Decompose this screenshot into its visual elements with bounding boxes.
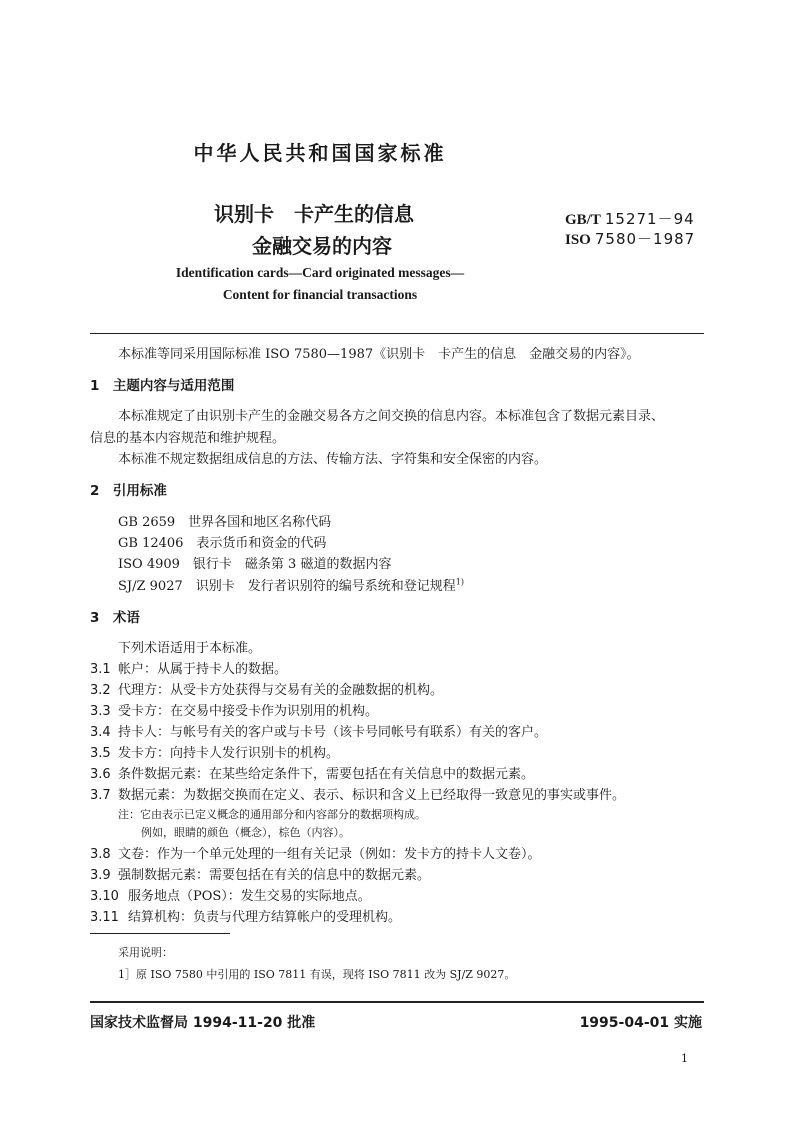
- term-text: 条件数据元素：在某些给定条件下，需要包括在有关信息中的数据元素。: [118, 767, 535, 782]
- term-text: 持卡人：与帐号有关的客户或与卡号（该卡号同帐号有联系）有关的客户。: [118, 725, 548, 740]
- term-number: 3.7: [90, 788, 111, 803]
- title-cn-line1: 识别卡 卡产生的信息: [214, 202, 414, 226]
- footnote-title: 采用说明：: [118, 946, 173, 959]
- intro-text: 本标准等同采用国际标准 ISO 7580—1987《识别卡 卡产生的信息 金融交易的内容》。: [118, 347, 640, 362]
- national-standard-title: 中华人民共和国国家标准: [193, 141, 447, 165]
- term-text: 结算机构：负责与代理方结算帐户的受理机构。: [128, 910, 402, 925]
- std-code-gb: GB/T 15271－94: [565, 210, 695, 228]
- approval-date: 国家技术监督局 1994-11-20 批准: [90, 1015, 316, 1031]
- term-number: 3.6: [90, 767, 111, 782]
- footer-rule: [90, 1001, 704, 1003]
- term-number: 3.4: [90, 725, 111, 740]
- term-note-line1: 注：它由表示已定义概念的通用部分和内容部分的数据项构成。: [118, 808, 426, 821]
- std-code-iso: ISO 7580－1987: [565, 230, 696, 248]
- ref-item-text: SJ/Z 9027 识别卡 发行者识别符的编号系统和登记规程: [118, 579, 456, 594]
- term-number: 3.9: [90, 868, 111, 883]
- effective-date: 1995-04-01 实施: [579, 1015, 702, 1031]
- footnote-1: 1］原 ISO 7580 中引用的 ISO 7811 有误，现将 ISO 7811 改为 SJ/Z 9027。: [118, 968, 516, 981]
- term-item: [90, 885, 371, 904]
- ref-item: ISO 4909 银行卡 磁条第 3 磁道的数据内容: [118, 557, 392, 572]
- footnote-rule: [90, 933, 230, 934]
- title-cn-line2: 金融交易的内容: [252, 234, 392, 258]
- term-number: 3.1: [90, 662, 111, 677]
- term-text: 受卡方：在交易中接受卡作为识别用的机构。: [118, 704, 379, 719]
- header-rule: [90, 333, 704, 334]
- section1-para2: 本标准不规定数据组成信息的方法、传输方法、字符集和安全保密的内容。: [118, 452, 548, 467]
- term-text: 代理方：从受卡方处获得与交易有关的金融数据的机构。: [118, 683, 444, 698]
- term-item: [90, 864, 430, 883]
- term-item: [90, 658, 287, 677]
- section1-para1-line1: 本标准规定了由识别卡产生的金融交易各方之间交换的信息内容。本标准包含了数据元素目录、: [118, 409, 665, 424]
- ref-item: [118, 575, 464, 594]
- term-item: [90, 763, 534, 782]
- term-item: [90, 679, 443, 698]
- section1-para1-line2: 信息的基本内容规范和维护规程。: [90, 431, 286, 446]
- section3-intro: 下列术语适用于本标准。: [118, 641, 262, 656]
- term-item: [90, 843, 541, 862]
- term-item: [90, 700, 378, 719]
- term-note-line2: 例如，眼睛的颜色（概念），棕色（内容）。: [141, 826, 350, 839]
- term-number: 3.3: [90, 704, 111, 719]
- title-en-line1: Identification cards—Card originated messages—: [175, 265, 465, 280]
- term-item: [90, 742, 339, 761]
- section3-heading: 3 术语: [90, 610, 140, 626]
- term-item: [90, 906, 401, 925]
- title-en-line2: Content for financial transactions: [222, 287, 418, 302]
- term-text: 帐户：从属于持卡人的数据。: [118, 662, 288, 677]
- term-text: 强制数据元素：需要包括在有关的信息中的数据元素。: [118, 868, 431, 883]
- term-number: 3.11: [90, 910, 119, 925]
- section1-heading: 1 主题内容与适用范围: [90, 378, 235, 394]
- term-text: 服务地点（POS）：发生交易的实际地点。: [128, 889, 371, 904]
- footnote-mark: 1): [455, 577, 464, 587]
- term-text: 发卡方：向持卡人发行识别卡的机构。: [118, 746, 340, 761]
- term-number: 3.2: [90, 683, 111, 698]
- term-item: [90, 721, 547, 740]
- term-number: 3.5: [90, 746, 111, 761]
- term-item: [90, 784, 625, 803]
- ref-item: GB 12406 表示货币和资金的代码: [118, 536, 327, 551]
- term-text: 文卷：作为一个单元处理的一组有关记录（例如：发卡方的持卡人文卷）。: [118, 847, 541, 862]
- term-text: 数据元素：为数据交换而在定义、表示、标识和含义上已经取得一致意见的事实或事件。: [118, 788, 626, 803]
- page-number: 1: [681, 1052, 688, 1065]
- standard-codes: [565, 210, 695, 250]
- term-number: 3.8: [90, 847, 111, 862]
- ref-item: GB 2659 世界各国和地区名称代码: [118, 515, 332, 530]
- term-number: 3.10: [90, 889, 119, 904]
- section2-heading: 2 引用标准: [90, 483, 167, 499]
